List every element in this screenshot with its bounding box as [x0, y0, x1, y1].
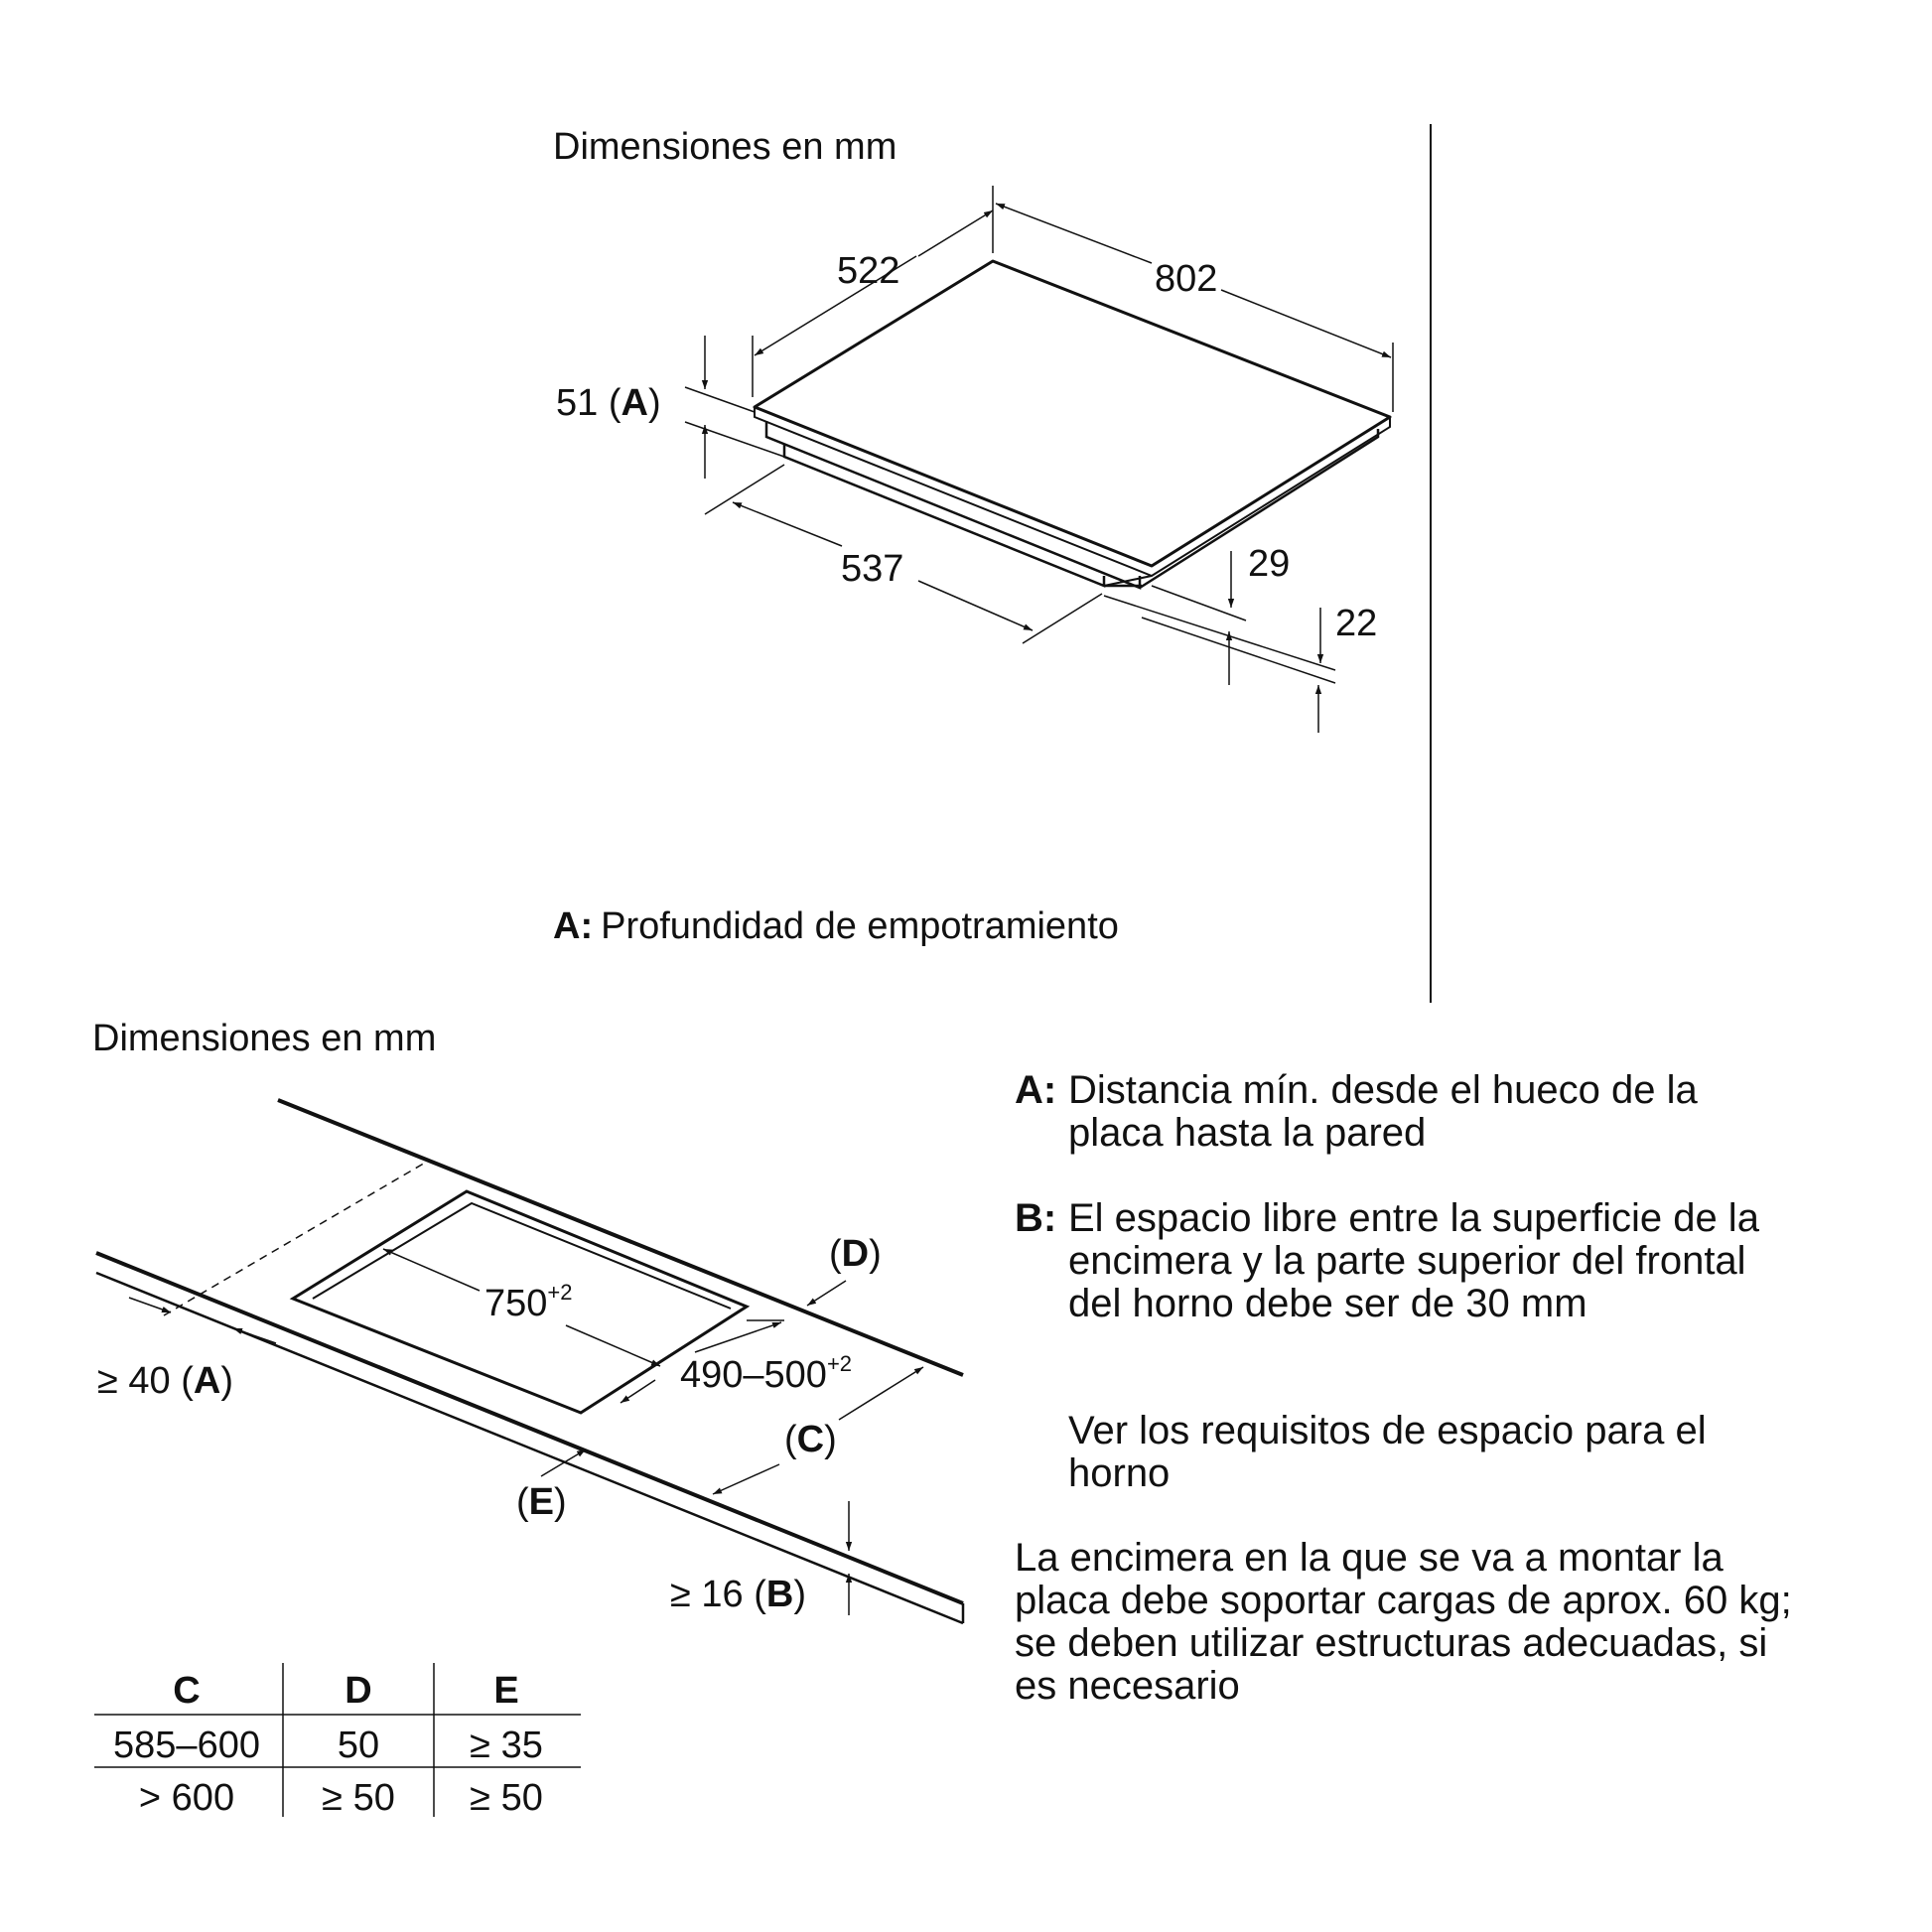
table-cell: ≥ 50	[322, 1777, 395, 1819]
dim-490-500-label: $490-500^{+2}$	[680, 1351, 853, 1396]
table-cell: ≥ 50	[470, 1777, 543, 1819]
dim-51a-label: 51 (A)	[556, 382, 661, 424]
dim-750-label: $750^{+2}$	[484, 1280, 573, 1324]
table-cell: > 600	[138, 1777, 235, 1819]
note-b	[1015, 1197, 1908, 1326]
dim-522	[753, 186, 993, 397]
dim-802	[996, 204, 1393, 412]
note-a-text: Distancia mín. desde el hueco de la placa hasta la pared	[1068, 1068, 1698, 1155]
table-header-e: E	[493, 1670, 519, 1712]
dim-29	[1104, 543, 1335, 685]
table-cell: 50	[337, 1725, 380, 1766]
dim-22-label: 22	[1335, 603, 1378, 644]
note-b-text: El espacio libre entre la superficie de la encimera y la parte superior del frontal del horno debe ser de 30 mm	[1068, 1196, 1759, 1325]
dim-22	[1142, 603, 1377, 733]
dim-750	[383, 1249, 660, 1366]
dim-a-label: ≥ 40 (A)	[97, 1360, 234, 1402]
note-a	[1015, 1069, 1908, 1159]
bottom-title: Dimensiones en mm	[92, 1018, 437, 1059]
dim-e-label: (E)	[516, 1481, 567, 1523]
dim-b	[670, 1501, 849, 1615]
table-cell: ≥ 35	[470, 1725, 543, 1766]
note-b-key: B:	[1015, 1196, 1057, 1240]
dim-490-500	[621, 1320, 852, 1403]
note-load: La encimera en la que se va a montar la placa debe soportar cargas de aprox. 60 kg; se deben utilizar estructuras adecuadas, si es necesario	[1015, 1536, 1792, 1708]
note-a-key: A:	[1015, 1068, 1057, 1112]
dim-29-label: 29	[1248, 543, 1291, 585]
hob-drawing	[755, 261, 1390, 588]
note-oven: Ver los requisitos de espacio para el horno	[1068, 1409, 1707, 1495]
dimension-table	[94, 1663, 581, 1819]
dim-c-label: (C)	[784, 1419, 837, 1460]
dim-e	[516, 1449, 586, 1523]
dim-802-label: 802	[1155, 258, 1218, 300]
top-legend: A: Profundidad de empotramiento	[553, 905, 1119, 947]
table-header-d: D	[345, 1670, 372, 1712]
dim-b-label: ≥ 16 (B)	[670, 1574, 807, 1615]
table-cell: 585–600	[113, 1725, 260, 1766]
dim-d	[807, 1233, 882, 1306]
dim-51a	[556, 336, 784, 479]
dim-522-label: 522	[837, 250, 900, 292]
dim-d-label: (D)	[829, 1233, 882, 1275]
top-title: Dimensiones en mm	[553, 126, 897, 168]
table-header-c: C	[173, 1670, 201, 1712]
hob-glass-top	[755, 261, 1390, 566]
dim-537-label: 537	[841, 548, 904, 590]
